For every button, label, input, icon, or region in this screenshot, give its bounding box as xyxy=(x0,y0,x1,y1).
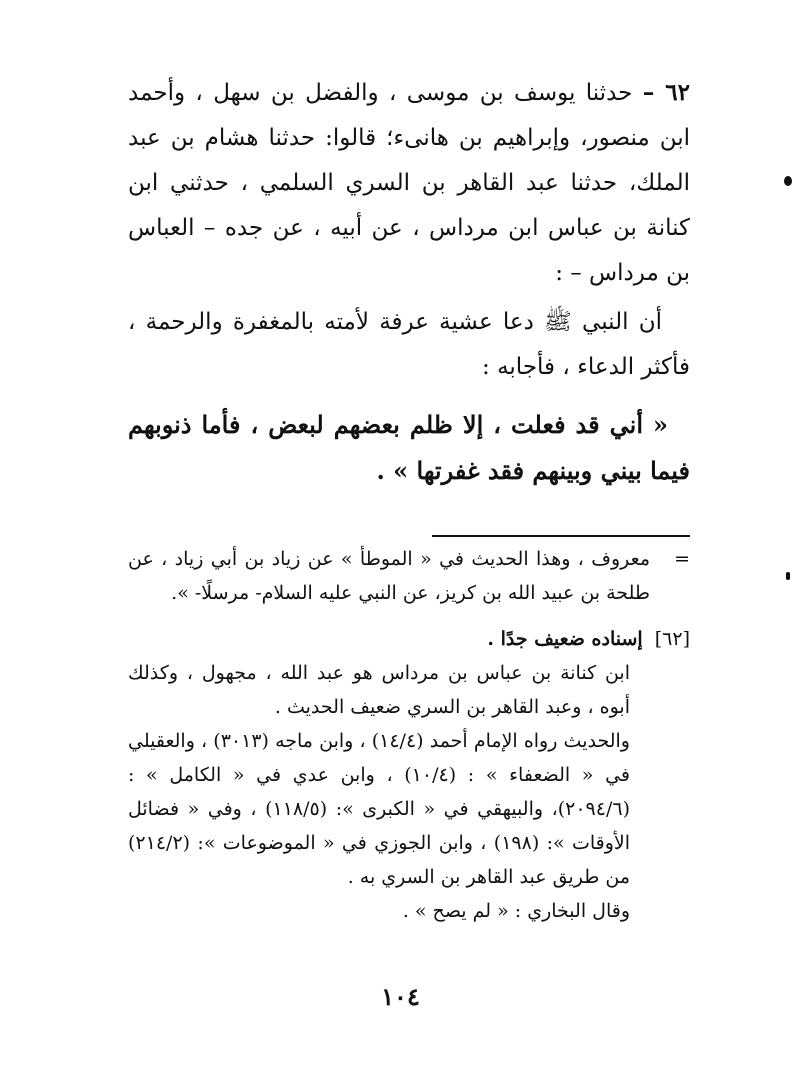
footnote-line: وقال البخاري : « لم يصح » . xyxy=(402,900,630,922)
isnad-paragraph xyxy=(128,70,690,296)
continuation-mark: = xyxy=(674,548,690,570)
grading: إسناده ضعيف جدًا . xyxy=(487,628,643,650)
footnote-divider xyxy=(432,535,690,537)
hadith-quote: « أني قد فعلت ، إلا ظلم بعضهم لبعض ، فأما ذنوبهم فيما بيني وبينهم فقد غفرتها » . xyxy=(128,410,690,485)
scan-mark xyxy=(784,176,792,186)
footnote-continuation xyxy=(128,542,690,610)
footnotes xyxy=(128,542,690,928)
continuation-text: معروف ، وهذا الحديث في « الموطأ » عن زياد بن أبي زياد ، عن طلحة بن عبيد الله بن كريز، عن النبي عليه السلام- مرسلًا- ». xyxy=(128,548,650,604)
footnote-reference: [٦٢] xyxy=(654,628,690,650)
page-number: ١٠٤ xyxy=(381,982,420,1011)
matn: أن النبي ﷺ دعا عشية عرفة لأمته بالمغفرة والرحمة ، فأكثر الدعاء ، فأجابه : xyxy=(128,309,690,380)
footnote-line: والحديث رواه الإمام أحمد (١٤/٤) ، وابن ماجه (٣٠١٣) ، والعقيلي في « الضعفاء » : (١٠/٤) ، وابن عدي في « الكامل » : (٢٠٩٤/٦)، والبيهقي في « الكبرى »: (١١٨/٥) ، وفي « فضائل الأوقات »: (١٩٨) ، وابن الجوزي في « الموضوعات »: (٢١٤/٢) من طريق عبد القاهر بن السري به . xyxy=(128,730,631,888)
hadith-text xyxy=(128,70,690,494)
scan-mark-small xyxy=(786,572,790,580)
footnote-line: ابن كنانة بن عباس بن مرداس هو عبد الله ، مجهول ، وكذلك أبوه ، وعبد القاهر بن السري ضعيف الحديث . xyxy=(128,662,630,718)
footnote-heading xyxy=(128,622,690,656)
hadith-number: ٦٢ – xyxy=(642,79,691,106)
isnad: حدثنا يوسف بن موسى ، والفضل بن سهل ، وأحمد ابن منصور، وإبراهيم بن هانىء؛ قالوا: حدثنا هشام بن عبد الملك، حدثنا عبد القاهر بن السري السلمي ، حدثني ابن كنانة بن عباس ابن مرداس ، عن أبيه ، عن جده – العباس بن مرداس – : xyxy=(128,80,690,286)
